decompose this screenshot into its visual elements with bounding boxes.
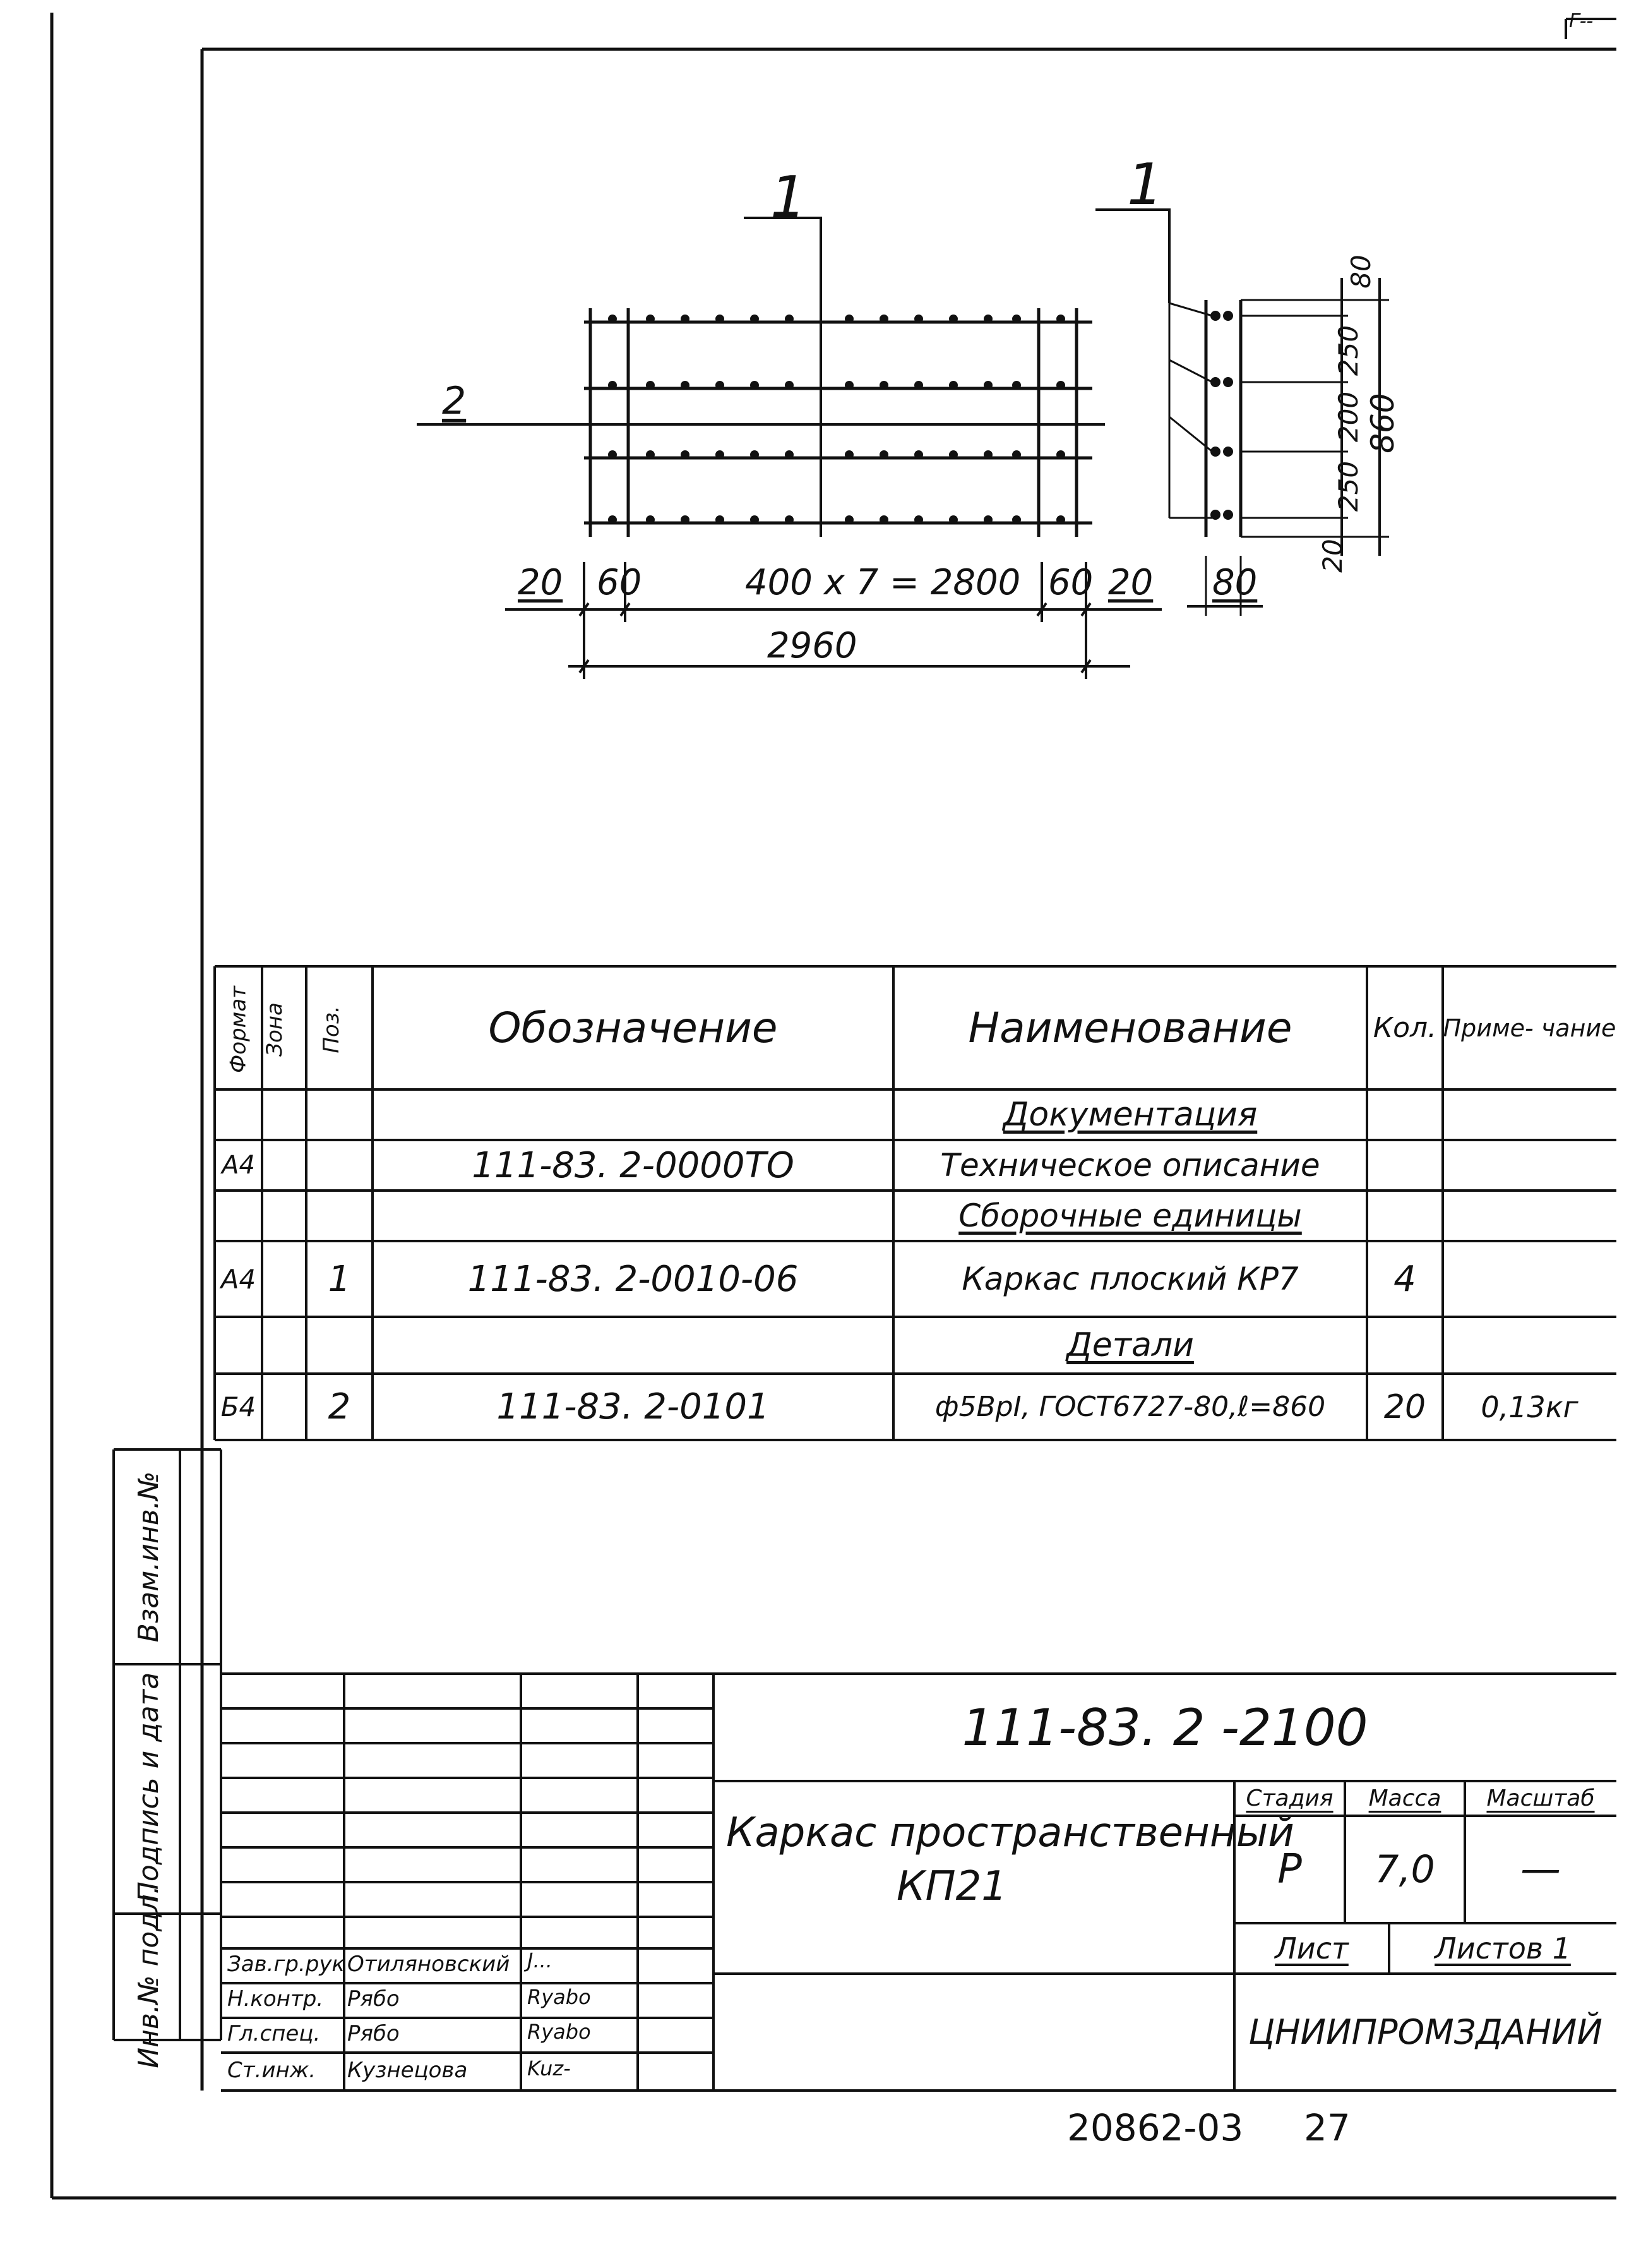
header-note: Приме- чание: [1443, 1014, 1616, 1042]
signature-name: Отиляновский: [347, 1952, 510, 1977]
signature-mark: Ryabo: [527, 1985, 591, 2009]
row1-name: Техническое описание: [940, 1147, 1320, 1184]
sheets-label: Листов 1: [1435, 1931, 1571, 1965]
header-format: Формат: [225, 986, 251, 1073]
table-row-heading-parts: Детали: [1066, 1326, 1194, 1364]
header-pos: Поз.: [319, 1005, 344, 1053]
plan-view: [417, 218, 1105, 537]
signature-name: Рябо: [347, 1986, 400, 2012]
mass-value: 7,0: [1375, 1847, 1435, 1892]
signature-mark: Ryabo: [527, 2020, 591, 2044]
signature-mark: Ј...: [527, 1948, 552, 1972]
rebar-dots: [608, 315, 1065, 524]
table-row-heading-documentation: Документация: [1003, 1096, 1258, 1134]
stamp-signature-date: Подпись и дата: [132, 1672, 165, 1903]
row5-pos: 2: [328, 1386, 351, 1427]
stage-label: Стадия: [1246, 1785, 1334, 1811]
title-line1: Каркас пространственный: [726, 1809, 1294, 1856]
row3-format: А4: [220, 1263, 256, 1295]
section-mark-left: 1: [770, 164, 807, 231]
row3-qty: 4: [1393, 1258, 1416, 1300]
footer-page: 27: [1304, 2106, 1351, 2149]
signature-role: Зав.гр.рук: [227, 1952, 345, 1977]
dim-section-bottom: 20: [1316, 539, 1348, 573]
row5-designation: 111-83. 2-0101: [496, 1386, 770, 1427]
row3-name: Каркас плоский КР7: [962, 1261, 1299, 1297]
dim-left-end: 20: [518, 562, 563, 603]
dim-section-lower: 250: [1332, 460, 1364, 512]
signature-role: Н.контр.: [227, 1986, 324, 2012]
row3-designation: 111-83. 2-0010-06: [467, 1258, 799, 1300]
row5-note: 0,13кг: [1481, 1389, 1578, 1424]
doc-code: 111-83. 2 -2100: [962, 1698, 1368, 1757]
row1-designation: 111-83. 2-0000ТО: [472, 1144, 794, 1186]
leader-label-2: 2: [442, 379, 467, 423]
header-qty: Кол.: [1373, 1012, 1437, 1044]
dim-section-total: 860: [1364, 393, 1401, 453]
dim-main-span: 400 x 7 = 2800: [745, 562, 1021, 603]
footer-number: 20862-03: [1067, 2106, 1244, 2149]
signature-name: Кузнецова: [347, 2058, 468, 2083]
dim-total-length: 2960: [767, 625, 857, 666]
stamp-inventory-original: Инв.№ подл.: [132, 1885, 165, 2068]
header-designation: Обозначение: [488, 1004, 778, 1052]
dim-right-offset: 60: [1048, 562, 1094, 603]
signature-name: Рябо: [347, 2021, 400, 2046]
row5-qty: 20: [1383, 1388, 1426, 1426]
scale-value: —: [1520, 1846, 1561, 1893]
corner-mark: Г--: [1569, 10, 1594, 32]
title-line2: КП21: [897, 1863, 1007, 1910]
row3-pos: 1: [328, 1258, 351, 1300]
signature-role: Ст.инж.: [227, 2058, 316, 2083]
signature-role: Гл.спец.: [227, 2021, 321, 2046]
dim-section-top: 80: [1345, 255, 1376, 289]
scale-label: Масштаб: [1486, 1785, 1595, 1811]
section-mark-right: 1: [1127, 152, 1164, 218]
dim-right-end: 20: [1108, 562, 1154, 603]
header-zone: Зона: [262, 1002, 287, 1057]
dim-left-offset: 60: [597, 562, 642, 603]
row1-format: А4: [222, 1151, 255, 1180]
row5-format: Б4: [220, 1391, 256, 1422]
header-name: Наименование: [968, 1004, 1292, 1052]
dim-section-middle: 200: [1332, 391, 1364, 443]
dim-section-upper: 250: [1332, 325, 1364, 376]
stage-value: Р: [1277, 1846, 1302, 1893]
stamp-replacement-inventory: Взам.инв.№: [132, 1471, 165, 1643]
section-dots: [1210, 311, 1233, 520]
table-row-heading-assemblies: Сборочные единицы: [958, 1197, 1302, 1234]
sheet-label: Лист: [1275, 1931, 1349, 1965]
signature-mark: Kuz-: [527, 2056, 571, 2080]
mass-label: Масса: [1368, 1785, 1441, 1811]
row5-name: ф5ВрI, ГОСТ6727-80,ℓ=860: [934, 1391, 1326, 1423]
organization: ЦНИИПРОМЗДАНИЙ: [1248, 2012, 1602, 2052]
dim-section-width: 80: [1212, 562, 1258, 603]
